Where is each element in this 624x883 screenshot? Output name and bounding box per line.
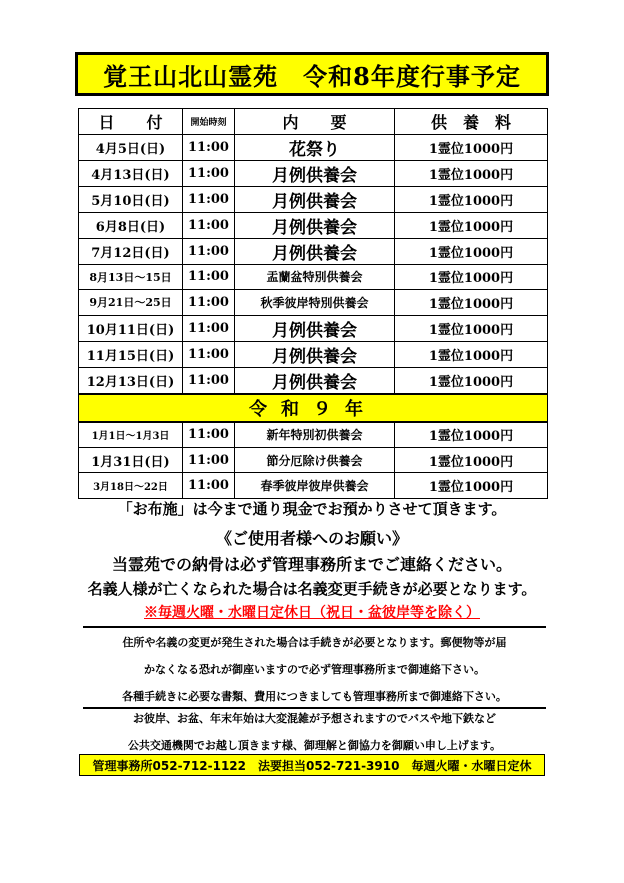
- holiday-notice: ※毎週火曜・水曜日定休日（祝日・盆彼岸等を除く）: [144, 605, 480, 621]
- event-time: 11:00: [183, 447, 235, 473]
- table-row: [79, 341, 548, 367]
- event-name: 盂蘭盆特別供養会: [235, 264, 395, 290]
- event-name: 月例供養会: [235, 315, 395, 341]
- table-row: [79, 264, 548, 290]
- event-fee: 1霊位1000円: [395, 290, 548, 316]
- event-name: 秋季彼岸特別供養会: [235, 290, 395, 316]
- event-time: 11:00: [183, 238, 235, 264]
- header-fee: 供 養 料: [395, 109, 548, 135]
- event-date: 12月13日(日): [79, 367, 183, 394]
- event-date: 10月11日(日): [79, 315, 183, 341]
- event-name: 新年特別初供養会: [235, 422, 395, 448]
- table-row: [79, 134, 548, 160]
- table-row: [79, 238, 548, 264]
- event-date: 4月13日(日): [79, 160, 183, 186]
- offering-notice: 「お布施」は今まで通り現金でお預かりさせて頂きます。: [117, 500, 507, 518]
- event-fee: 1霊位1000円: [395, 238, 548, 264]
- event-date: 3月18日～22日: [79, 473, 183, 499]
- event-time: 11:00: [183, 290, 235, 316]
- schedule-body-r9: [79, 422, 548, 499]
- event-fee: 1霊位1000円: [395, 212, 548, 238]
- event-date: 1月31日(日): [79, 447, 183, 473]
- event-fee: 1霊位1000円: [395, 160, 548, 186]
- event-time: 11:00: [183, 212, 235, 238]
- event-name: 月例供養会: [235, 238, 395, 264]
- table-row: [79, 212, 548, 238]
- event-fee: 1霊位1000円: [395, 134, 548, 160]
- event-name: 花祭り: [235, 134, 395, 160]
- traffic-note: お彼岸、お盆、年末年始は大変混雑が予想されますのでバスや地下鉄など: [133, 712, 496, 725]
- traffic-note: 公共交通機関でお越し頂きます様、御理解と御協力を御願い申し上げます。: [127, 739, 502, 752]
- event-date: 9月21日～25日: [79, 290, 183, 316]
- event-fee: 1霊位1000円: [395, 341, 548, 367]
- event-time: 11:00: [183, 341, 235, 367]
- event-name: 節分厄除け供養会: [235, 447, 395, 473]
- table-row: [79, 186, 548, 212]
- event-date: 6月8日(日): [79, 212, 183, 238]
- event-time: 11:00: [183, 315, 235, 341]
- event-name: 月例供養会: [235, 341, 395, 367]
- event-fee: 1霊位1000円: [395, 186, 548, 212]
- header-time: 開始時刻: [183, 109, 235, 135]
- event-time: 11:00: [183, 186, 235, 212]
- event-fee: 1霊位1000円: [395, 447, 548, 473]
- header-event: 内 要: [235, 109, 395, 135]
- event-fee: 1霊位1000円: [395, 315, 548, 341]
- table-row: [79, 290, 548, 316]
- divider: [83, 626, 546, 628]
- procedure-note: 住所や名義の変更が発生された場合は手続きが必要となります。郵便物等が届: [122, 636, 507, 649]
- event-date: 4月5日(日): [79, 134, 183, 160]
- schedule-table: [78, 108, 548, 499]
- table-row: [79, 367, 548, 394]
- year-label: 令和９年: [79, 394, 548, 422]
- table-row: [79, 422, 548, 448]
- procedure-notes: [83, 629, 546, 710]
- year-divider-row: [79, 394, 548, 422]
- event-name: 月例供養会: [235, 186, 395, 212]
- schedule-body-r8: [79, 134, 548, 394]
- event-name: 月例供養会: [235, 160, 395, 186]
- header-date: 日 付: [79, 109, 183, 135]
- event-fee: 1霊位1000円: [395, 473, 548, 499]
- event-fee: 1霊位1000円: [395, 367, 548, 394]
- event-date: 7月12日(日): [79, 238, 183, 264]
- event-time: 11:00: [183, 160, 235, 186]
- page-title: 覚王山北山霊苑 令和8年度行事予定: [75, 52, 549, 96]
- contact-footer: 管理事務所052-712-1122 法要担当052-721-3910 毎週火曜・水曜日定休: [79, 754, 545, 776]
- table-row: [79, 160, 548, 186]
- event-time: 11:00: [183, 264, 235, 290]
- event-name: 春季彼岸彼岸供養会: [235, 473, 395, 499]
- request-title: 《ご使用者様へのお願い》: [215, 529, 408, 548]
- event-time: 11:00: [183, 473, 235, 499]
- event-fee: 1霊位1000円: [395, 422, 548, 448]
- event-date: 8月13日～15日: [79, 264, 183, 290]
- table-header-row: [79, 109, 548, 135]
- table-row: [79, 315, 548, 341]
- event-time: 11:00: [183, 422, 235, 448]
- procedure-note: 各種手続きに必要な書類、費用につきましても管理事務所まで御連絡下さい。: [122, 690, 507, 703]
- table-row: [79, 447, 548, 473]
- event-name: 月例供養会: [235, 367, 395, 394]
- traffic-notes: [83, 705, 546, 759]
- event-date: 1月1日～1月3日: [79, 422, 183, 448]
- event-time: 11:00: [183, 134, 235, 160]
- event-date: 11月15日(日): [79, 341, 183, 367]
- procedure-note: かなくなる恐れが御座いますので必ず管理事務所まで御連絡下さい。: [144, 663, 485, 676]
- event-fee: 1霊位1000円: [395, 264, 548, 290]
- notice-line-burial: 当霊苑での納骨は必ず管理事務所までご連絡ください。: [111, 555, 512, 574]
- notice-line-name-change: 名義人様が亡くなられた場合は名義変更手続きが必要となります。: [87, 580, 537, 598]
- event-date: 5月10日(日): [79, 186, 183, 212]
- event-time: 11:00: [183, 367, 235, 394]
- table-row: [79, 473, 548, 499]
- event-name: 月例供養会: [235, 212, 395, 238]
